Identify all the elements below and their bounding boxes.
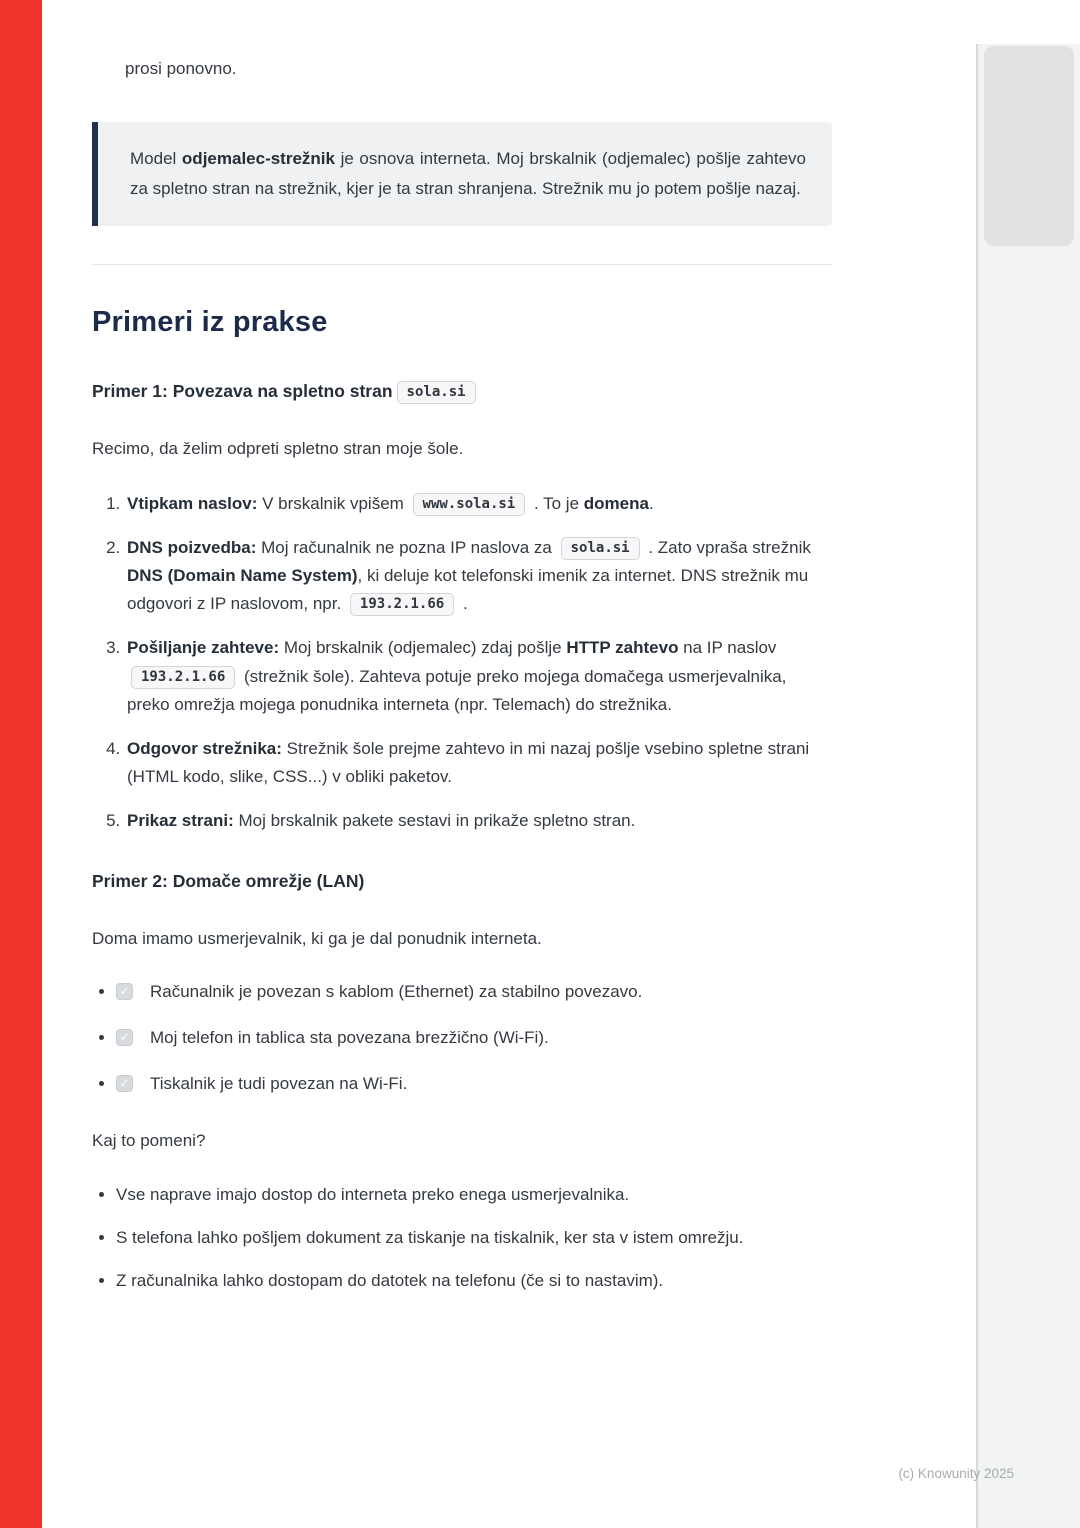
checkbox-checked-icon: ✓	[116, 1029, 133, 1046]
checklist-item-label: Tiskalnik je tudi povezan na Wi-Fi.	[150, 1074, 408, 1094]
bold-text: Vtipkam naslov:	[127, 494, 258, 514]
inline-code: www.sola.si	[413, 493, 526, 516]
example2-intro: Doma imamo usmerjevalnik, ki ga je dal ponudnik interneta.	[92, 928, 542, 948]
device-checklist	[92, 978, 832, 1098]
example1-heading	[92, 377, 832, 405]
scrollbar-track[interactable]	[976, 44, 1080, 1528]
ordered-steps	[92, 490, 832, 834]
checklist-item	[116, 1024, 832, 1051]
step-item: 2. DNS poizvedba: Moj računalnik ne pozna IP naslova za sola.si . Zato vpraša strežnik DNS (Domain Name System), ki deluje kot telefonski imenik za internet. DNS strežnik mu odgovori z IP naslovom, npr. 193.2.1.66 .	[125, 534, 832, 618]
step-item: 3. Pošiljanje zahteve: Moj brskalnik (odjemalec) zdaj pošlje HTTP zahtevo na IP naslov 193.2.1.66 (strežnik šole). Zahteva potuje preko mojega domačega usmerjevalnika, preko omrežja mojega ponudnika interneta (npr. Telemach) do strežnika.	[125, 634, 832, 718]
example1-intro: Recimo, da želim odpreti spletno stran moje šole.	[92, 439, 464, 459]
checklist-item	[116, 978, 832, 1005]
list-item: • Z računalnika lahko dostopam do datotek na telefonu (če si to nastavim).	[116, 1267, 832, 1294]
left-accent-bar	[0, 0, 42, 1528]
bold-text: odjemalec-strežnik	[181, 149, 335, 169]
section-divider	[92, 264, 832, 265]
bold-text: Prikaz strani:	[127, 810, 234, 830]
step-item: 5. Prikaz strani: Moj brskalnik pakete sestavi in prikaže spletno stran.	[125, 807, 832, 835]
step-item: 1. Vtipkam naslov: V brskalnik vpišem www.sola.si . To je domena.	[125, 490, 832, 518]
step-item: 4. Odgovor strežnika: Strežnik šole prejme zahtevo in mi nazaj pošlje vsebino spletne strani (HTML kodo, slike, CSS...) v obliki paketov.	[125, 735, 832, 791]
checklist-item-label: Moj telefon in tablica sta povezana brezžično (Wi-Fi).	[150, 1028, 549, 1048]
list-item: • Vse naprave imajo dostop do interneta preko enega usmerjevalnika.	[116, 1181, 832, 1208]
bold-text: Odgovor strežnika:	[127, 738, 282, 758]
list-item: • S telefona lahko pošljem dokument za tiskanje na tiskalnik, ker sta v istem omrežju.	[116, 1224, 832, 1251]
bold-text: DNS (Domain Name System)	[127, 566, 358, 586]
inline-code: sola.si	[397, 381, 476, 404]
bold-text: DNS poizvedba:	[127, 538, 257, 558]
inline-code: 193.2.1.66	[131, 666, 235, 689]
top-paragraph: prosi ponovno.	[125, 59, 237, 78]
example2-heading: Primer 2: Domače omrežje (LAN)	[92, 870, 365, 891]
checkbox-checked-icon: ✓	[116, 1075, 133, 1092]
scrollbar-thumb[interactable]	[984, 46, 1074, 246]
checklist-item-label: Računalnik je povezan s kablom (Ethernet) za stabilno povezavo.	[150, 981, 643, 1001]
document-page	[92, 0, 832, 1310]
checkbox-checked-icon: ✓	[116, 983, 133, 1000]
bold-text: HTTP zahtevo	[566, 638, 679, 658]
bold-text: Primer 1: Povezava na spletno stran	[92, 381, 393, 402]
implication-list	[92, 1181, 832, 1295]
inline-code: sola.si	[561, 537, 640, 560]
section-title: Primeri iz prakse	[92, 305, 328, 338]
bold-text: Pošiljanje zahteve:	[127, 638, 280, 658]
footer-credit: (c) Knowunity 2025	[898, 1466, 1014, 1481]
inline-code: 193.2.1.66	[350, 593, 454, 616]
checklist-item	[116, 1070, 832, 1097]
callout-text: Model odjemalec-strežnik je osnova interneta. Moj brskalnik (odjemalec) pošlje zahtevo za spletno stran na strežnik, kjer je ta stran shranjena. Strežnik mu jo potem pošlje nazaj.	[130, 149, 806, 198]
question-paragraph: Kaj to pomeni?	[92, 1131, 206, 1151]
callout-block	[92, 122, 832, 226]
bold-text: domena	[583, 494, 649, 514]
